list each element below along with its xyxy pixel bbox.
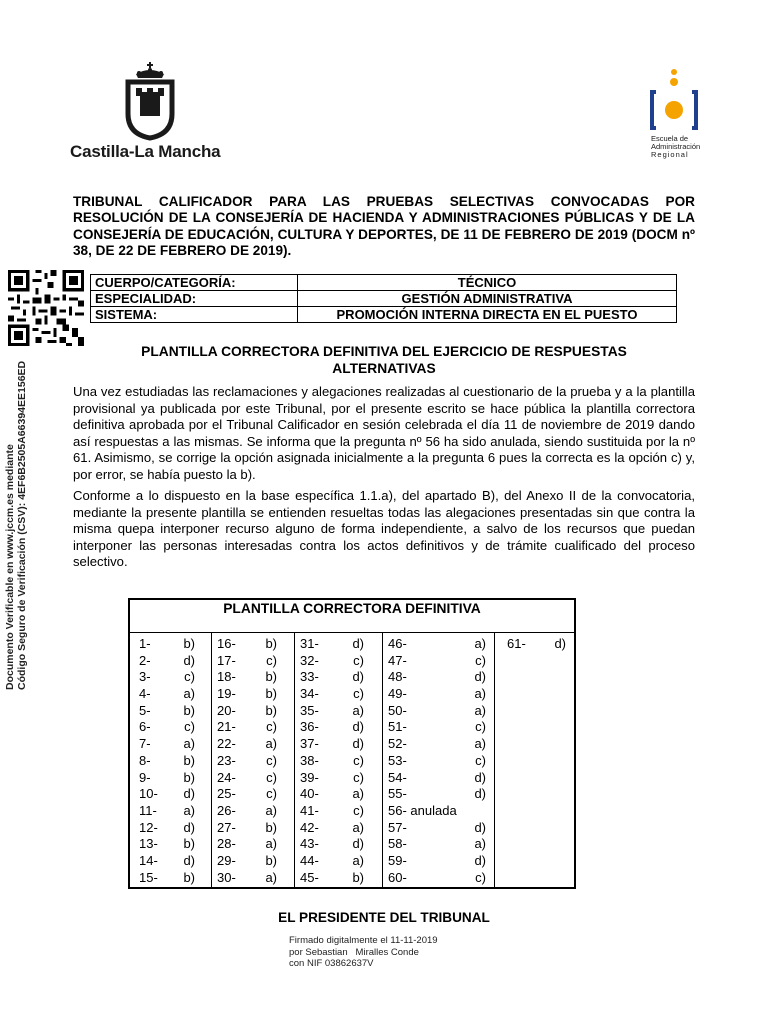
- escuela-administracion-regional-logo-text: [651, 135, 707, 159]
- question-number: 22-: [217, 736, 236, 752]
- answer-option: d): [183, 819, 195, 835]
- answer-option: c): [184, 669, 195, 685]
- answer-option: a): [474, 736, 486, 752]
- answer-option: d): [352, 719, 364, 735]
- question-number: 38-: [300, 752, 319, 768]
- answer-row: [217, 836, 277, 853]
- answer-row: [300, 803, 364, 820]
- answer-row: [300, 786, 364, 803]
- answer-row: [217, 770, 277, 787]
- question-number: 20-: [217, 702, 236, 718]
- answer-option: a): [474, 686, 486, 702]
- answer-row: [388, 853, 486, 870]
- question-number: 32-: [300, 652, 319, 668]
- question-number: 1-: [139, 636, 151, 651]
- answer-option: d): [183, 786, 195, 802]
- question-number: 56- anulada: [388, 802, 457, 818]
- qr-code-icon: [8, 270, 84, 346]
- question-number: 50-: [388, 702, 407, 718]
- info-value: PROMOCIÓN INTERNA DIRECTA EN EL PUESTO: [298, 307, 677, 323]
- answer-option: d): [474, 852, 486, 868]
- column-divider: [494, 632, 495, 889]
- answer-option: b): [265, 819, 277, 835]
- answer-row: [139, 753, 195, 770]
- answer-option: b): [183, 752, 195, 768]
- signature-line: Firmado digitalmente el 11-11-2019: [289, 935, 438, 946]
- answer-option: d): [474, 769, 486, 785]
- question-number: 9-: [139, 769, 151, 785]
- answer-row: [388, 836, 486, 853]
- question-number: 41-: [300, 802, 319, 818]
- question-number: 48-: [388, 669, 407, 685]
- question-number: 46-: [388, 636, 407, 651]
- question-number: 4-: [139, 686, 151, 702]
- answer-option: a): [474, 702, 486, 718]
- answer-row: [300, 636, 364, 653]
- question-number: 52-: [388, 736, 407, 752]
- question-number: 44-: [300, 852, 319, 868]
- answer-option: c): [475, 652, 486, 668]
- answer-row: [388, 636, 486, 653]
- answer-option: c): [266, 786, 277, 802]
- csv-verification-text: [4, 350, 34, 690]
- signature-line: por Sebastian Miralles Conde: [289, 946, 419, 958]
- signature-title: EL PRESIDENTE DEL TRIBUNAL: [278, 910, 490, 925]
- answer-row: [388, 669, 486, 686]
- answer-row: [217, 669, 277, 686]
- answer-option: a): [265, 736, 277, 752]
- logo-text-line: Escuela de: [651, 134, 689, 143]
- answer-row: [139, 686, 195, 703]
- answer-column: [507, 636, 566, 653]
- answer-row: [388, 653, 486, 670]
- answer-row: [217, 736, 277, 753]
- answer-row: [139, 719, 195, 736]
- answer-option: d): [554, 636, 566, 651]
- answer-row: [139, 870, 195, 887]
- info-row: [91, 307, 677, 323]
- column-divider: [294, 632, 295, 889]
- answer-table-title: PLANTILLA CORRECTORA DEFINITIVA: [223, 601, 481, 616]
- answer-option: c): [353, 802, 364, 818]
- answer-row: [217, 719, 277, 736]
- question-number: 61-: [507, 636, 526, 651]
- question-number: 30-: [217, 869, 236, 885]
- answer-option: a): [474, 836, 486, 852]
- answer-row: [139, 703, 195, 720]
- answer-row: [139, 669, 195, 686]
- answer-option: a): [265, 802, 277, 818]
- question-number: 47-: [388, 652, 407, 668]
- paragraph-reclamaciones: Una vez estudiadas las reclamaciones y alegaciones realizadas al cuestionario de la prueba y a la plantilla provisional ya publicada por este Tribunal, por el presente escrito se hace pública la plantilla correctora definitiva aprobada por el Tribunal Calificador en sesión celebrada el día 11 de noviembre de 2019 dando así respuestas a las mismas. Se informa que la pregunta nº 56 ha sido anulada, siendo sustituida por la nº 61. Asimismo, se corrige la opción asignada inicialmente a la pregunta 6 pues la correcta es la opción c) y, por error, se había puesto la b).: [73, 384, 695, 482]
- answer-table-divider: [128, 632, 576, 633]
- answer-option: c): [475, 869, 486, 885]
- answer-row: [300, 736, 364, 753]
- answer-option: d): [352, 669, 364, 685]
- answer-option: b): [183, 869, 195, 885]
- answer-row: [217, 803, 277, 820]
- answer-option: c): [475, 752, 486, 768]
- answer-column: [300, 636, 364, 886]
- answer-option: a): [265, 836, 277, 852]
- answer-option: c): [266, 652, 277, 668]
- question-number: 3-: [139, 669, 151, 685]
- answer-row: [217, 636, 277, 653]
- info-label: ESPECIALIDAD:: [91, 291, 298, 307]
- answer-row: [388, 770, 486, 787]
- question-number: 26-: [217, 802, 236, 818]
- answer-option: a): [183, 736, 195, 752]
- question-number: 54-: [388, 769, 407, 785]
- answer-row: [388, 820, 486, 837]
- answer-row: [388, 803, 486, 820]
- question-number: 45-: [300, 869, 319, 885]
- question-number: 12-: [139, 819, 158, 835]
- question-number: 35-: [300, 702, 319, 718]
- answer-row: [388, 719, 486, 736]
- digital-signature: [289, 935, 509, 970]
- question-number: 21-: [217, 719, 236, 735]
- question-number: 13-: [139, 836, 158, 852]
- question-number: 16-: [217, 636, 236, 651]
- document-title: PLANTILLA CORRECTORA DEFINITIVA DEL EJERCICIO DE RESPUESTAS ALTERNATIVAS: [141, 344, 627, 376]
- answer-option: b): [352, 869, 364, 885]
- info-label: SISTEMA:: [91, 307, 298, 323]
- answer-option: a): [352, 786, 364, 802]
- answer-option: b): [183, 702, 195, 718]
- question-number: 15-: [139, 869, 158, 885]
- answer-row: [217, 703, 277, 720]
- question-number: 7-: [139, 736, 151, 752]
- question-number: 59-: [388, 852, 407, 868]
- answer-option: c): [266, 752, 277, 768]
- question-number: 51-: [388, 719, 407, 735]
- info-value: GESTIÓN ADMINISTRATIVA: [298, 291, 677, 307]
- question-number: 27-: [217, 819, 236, 835]
- question-number: 55-: [388, 786, 407, 802]
- info-table: [90, 274, 677, 323]
- question-number: 57-: [388, 819, 407, 835]
- answer-row: [139, 786, 195, 803]
- answer-option: c): [353, 752, 364, 768]
- question-number: 40-: [300, 786, 319, 802]
- question-number: 18-: [217, 669, 236, 685]
- info-label: CUERPO/CATEGORÍA:: [91, 275, 298, 291]
- answer-option: b): [265, 852, 277, 868]
- column-divider: [382, 632, 383, 889]
- answer-option: a): [474, 636, 486, 651]
- answer-option: b): [183, 836, 195, 852]
- question-number: 53-: [388, 752, 407, 768]
- question-number: 19-: [217, 686, 236, 702]
- answer-option: a): [183, 686, 195, 702]
- answer-row: [300, 836, 364, 853]
- answer-option: c): [353, 652, 364, 668]
- answer-row: [139, 820, 195, 837]
- answer-row: [217, 870, 277, 887]
- answer-row: [507, 636, 566, 653]
- question-number: 24-: [217, 769, 236, 785]
- answer-row: [300, 719, 364, 736]
- answer-row: [217, 653, 277, 670]
- answer-option: b): [265, 686, 277, 702]
- answer-row: [300, 653, 364, 670]
- answer-option: b): [265, 702, 277, 718]
- question-number: 6-: [139, 719, 151, 735]
- question-number: 43-: [300, 836, 319, 852]
- question-number: 37-: [300, 736, 319, 752]
- question-number: 31-: [300, 636, 319, 651]
- column-divider: [211, 632, 212, 889]
- logo-text-line: Administración: [651, 142, 701, 151]
- answer-row: [300, 870, 364, 887]
- answer-option: d): [352, 636, 364, 651]
- answer-option: a): [265, 869, 277, 885]
- question-number: 28-: [217, 836, 236, 852]
- signature-line: con NIF 03862637V: [289, 958, 374, 969]
- answer-row: [139, 636, 195, 653]
- answer-option: d): [352, 836, 364, 852]
- question-number: 58-: [388, 836, 407, 852]
- answer-row: [388, 870, 486, 887]
- answer-option: d): [352, 736, 364, 752]
- info-row: [91, 275, 677, 291]
- answer-row: [300, 770, 364, 787]
- answer-row: [139, 770, 195, 787]
- question-number: 42-: [300, 819, 319, 835]
- question-number: 2-: [139, 652, 151, 668]
- answer-row: [388, 686, 486, 703]
- answer-row: [217, 853, 277, 870]
- answer-row: [217, 686, 277, 703]
- question-number: 49-: [388, 686, 407, 702]
- answer-option: b): [265, 669, 277, 685]
- answer-row: [139, 653, 195, 670]
- answer-option: d): [474, 669, 486, 685]
- answer-row: [139, 836, 195, 853]
- csv-line-1: Documento Verificable en www.jccm.es mediante: [4, 444, 16, 690]
- answer-row: [217, 820, 277, 837]
- answer-row: [388, 736, 486, 753]
- answer-row: [217, 753, 277, 770]
- answer-option: a): [183, 802, 195, 818]
- answer-row: [388, 703, 486, 720]
- question-number: 23-: [217, 752, 236, 768]
- answer-row: [300, 853, 364, 870]
- question-number: 33-: [300, 669, 319, 685]
- answer-column: [217, 636, 277, 886]
- question-number: 36-: [300, 719, 319, 735]
- answer-option: d): [183, 852, 195, 868]
- answer-option: a): [352, 819, 364, 835]
- answer-option: c): [184, 719, 195, 735]
- document-header: TRIBUNAL CALIFICADOR PARA LAS PRUEBAS SELECTIVAS CONVOCADAS POR RESOLUCIÓN DE LA CONSEJERÍA DE HACIENDA Y ADMINISTRACIONES PÚBLICAS Y DE LA CONSEJERÍA DE EDUCACIÓN, CULTURA Y DEPORTES, DE 11 DE FEBRERO DE 2019 (DOCM nº 38, DE 22 DE FEBRERO DE 2019).: [73, 194, 695, 259]
- answer-option: d): [474, 786, 486, 802]
- answer-option: b): [183, 636, 195, 651]
- question-number: 25-: [217, 786, 236, 802]
- csv-line-2: Código Seguro de Verificación (CSV): 4EF6B2505A66394EE156ED: [16, 360, 28, 690]
- answer-row: [300, 686, 364, 703]
- answer-option: c): [266, 769, 277, 785]
- answer-option: a): [352, 702, 364, 718]
- answer-row: [300, 820, 364, 837]
- castilla-la-mancha-logo-text: Castilla-La Mancha: [70, 142, 221, 161]
- answer-option: d): [183, 652, 195, 668]
- info-row: [91, 291, 677, 307]
- answer-option: b): [265, 636, 277, 651]
- answer-row: [300, 753, 364, 770]
- answer-option: c): [475, 719, 486, 735]
- answer-option: c): [353, 686, 364, 702]
- question-number: 10-: [139, 786, 158, 802]
- question-number: 29-: [217, 852, 236, 868]
- answer-option: b): [183, 769, 195, 785]
- answer-row: [388, 786, 486, 803]
- question-number: 5-: [139, 702, 151, 718]
- answer-row: [139, 853, 195, 870]
- paragraph-conforme: Conforme a lo dispuesto en la base específica 1.1.a), del apartado B), del Anexo II de la convocatoria, mediante la presente plantilla se entienden resueltas todas las alegaciones presentadas sin que contra la misma quepa interponer recurso alguno de forma independiente, a salvo de los recursos que puedan interponer las personas interesadas contra los actos definitivos y de trámite cualificado del proceso selectivo.: [73, 488, 695, 570]
- answer-column: [139, 636, 195, 886]
- question-number: 39-: [300, 769, 319, 785]
- question-number: 60-: [388, 869, 407, 885]
- answer-option: c): [353, 769, 364, 785]
- answer-row: [139, 803, 195, 820]
- logo-text-line: Regional: [651, 150, 689, 159]
- answer-row: [217, 786, 277, 803]
- question-number: 34-: [300, 686, 319, 702]
- answer-row: [388, 753, 486, 770]
- question-number: 17-: [217, 652, 236, 668]
- info-value: TÉCNICO: [298, 275, 677, 291]
- answer-option: a): [352, 852, 364, 868]
- answer-row: [300, 703, 364, 720]
- question-number: 8-: [139, 752, 151, 768]
- answer-column: [388, 636, 486, 886]
- question-number: 14-: [139, 852, 158, 868]
- answer-option: d): [474, 819, 486, 835]
- answer-row: [300, 669, 364, 686]
- answer-option: c): [266, 719, 277, 735]
- question-number: 11-: [139, 802, 157, 818]
- answer-row: [139, 736, 195, 753]
